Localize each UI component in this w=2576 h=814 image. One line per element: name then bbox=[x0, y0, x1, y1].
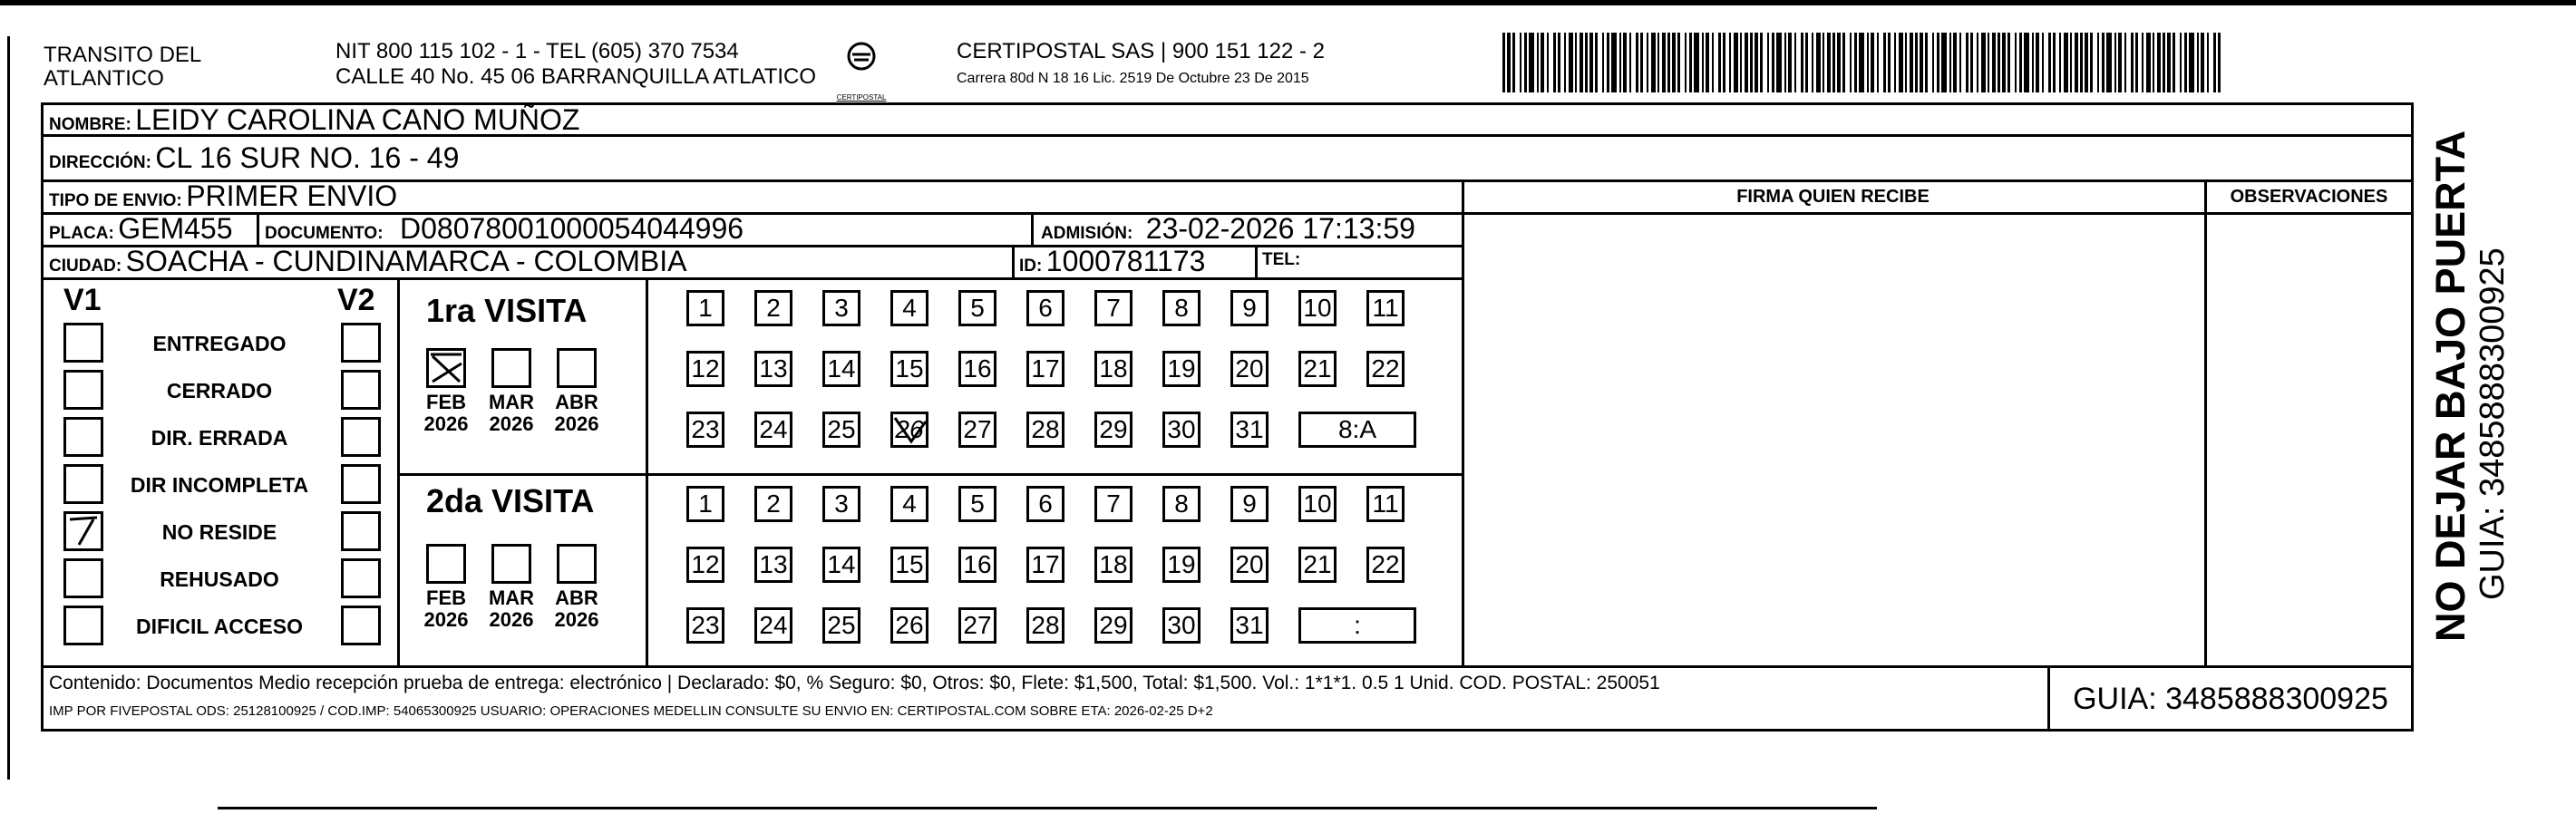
barcode-bar bbox=[1723, 33, 1725, 92]
visit1-month-checkbox[interactable] bbox=[557, 348, 597, 388]
visit2-day-box[interactable]: 8 bbox=[1162, 486, 1201, 522]
barcode-bar bbox=[2053, 33, 2056, 92]
barcode-bar bbox=[2064, 33, 2068, 92]
barcode-bar bbox=[1850, 33, 1852, 92]
visit1-day-box[interactable]: 18 bbox=[1094, 351, 1132, 387]
admision-row bbox=[1041, 212, 1415, 246]
barcode-bar bbox=[2213, 33, 2216, 92]
id-label: ID: bbox=[1019, 257, 1043, 276]
visit2-day-box[interactable]: 28 bbox=[1026, 607, 1064, 644]
visit2-day-box[interactable]: 19 bbox=[1162, 547, 1201, 583]
status-v1-checkbox[interactable] bbox=[63, 417, 103, 457]
visit2-day-box[interactable]: 15 bbox=[890, 547, 928, 583]
visit2-day-box[interactable]: 24 bbox=[754, 607, 792, 644]
visit1-day-box[interactable]: 31 bbox=[1230, 412, 1269, 448]
page-bottom-line bbox=[218, 807, 1877, 809]
visit1-day-box[interactable]: 9 bbox=[1230, 290, 1269, 326]
barcode-bar bbox=[1667, 33, 1670, 92]
barcode-bar bbox=[2106, 33, 2112, 92]
barcode-bar bbox=[2142, 33, 2143, 92]
status-v1-checkbox[interactable] bbox=[63, 464, 103, 504]
visit2-title: 2da VISITA bbox=[426, 482, 595, 519]
status-v1-checkbox[interactable] bbox=[63, 370, 103, 410]
barcode-bar bbox=[2207, 33, 2209, 92]
barcode-bar bbox=[2201, 33, 2204, 92]
ciudad-value: SOACHA - CUNDINAMARCA - COLOMBIA bbox=[125, 245, 687, 277]
barcode-bar bbox=[1595, 33, 1598, 92]
status-v1-checkbox[interactable] bbox=[63, 323, 103, 363]
admision-label: ADMISIÓN: bbox=[1041, 224, 1133, 243]
visit1-day-box[interactable]: 30 bbox=[1162, 412, 1201, 448]
status-v2-checkbox[interactable] bbox=[341, 464, 381, 504]
visit1-day-box[interactable]: 1 bbox=[686, 290, 724, 326]
barcode-bar bbox=[1558, 33, 1560, 92]
barcode-bar bbox=[1694, 33, 1699, 92]
visit2-month-checkbox[interactable] bbox=[557, 544, 597, 584]
barcode-bar bbox=[2184, 33, 2187, 92]
visit1-day-box[interactable] bbox=[890, 412, 928, 448]
visit1-day-box[interactable]: 20 bbox=[1230, 351, 1269, 387]
barcode-bar bbox=[2124, 33, 2126, 92]
admision-divider bbox=[1031, 212, 1034, 245]
barcode-bar bbox=[1837, 33, 1841, 92]
barcode-bar bbox=[1718, 33, 1721, 92]
visit1-day-box[interactable]: 12 bbox=[686, 351, 724, 387]
company-line: CERTIPOSTAL SAS | 900 151 122 - 2 bbox=[957, 39, 1325, 63]
status-v1-checkbox[interactable] bbox=[63, 606, 103, 645]
tipo-label: TIPO DE ENVIO: bbox=[49, 191, 182, 210]
documento-value: D08078001000054044996 bbox=[400, 212, 744, 245]
visit1-day-box[interactable]: 28 bbox=[1026, 412, 1064, 448]
barcode-bar bbox=[2070, 33, 2072, 92]
observaciones-label: OBSERVACIONES bbox=[2230, 187, 2388, 207]
barcode-bar bbox=[1629, 33, 1631, 92]
visit1-day-box[interactable]: 27 bbox=[958, 412, 996, 448]
barcode-bar bbox=[1755, 33, 1758, 92]
check-mark-icon bbox=[66, 514, 101, 548]
barcode-bar bbox=[2157, 33, 2161, 92]
barcode-bar bbox=[1611, 33, 1617, 92]
id-value: 1000781173 bbox=[1045, 245, 1206, 277]
barcode-bar bbox=[1750, 33, 1753, 92]
footer-line-1: Contenido: Documentos Medio recepción prueba de entrega: electrónico | Declarado: $0, % Seguro: $0, Otros: $0, Flete: $1,500, Total: $1,500. Vol.: 1*1*1. 0.5 1 Unid. COD. POSTAL: 250051 bbox=[49, 673, 1660, 693]
barcode-bar bbox=[1729, 33, 1731, 92]
status-divider bbox=[397, 277, 400, 665]
barcode-bar bbox=[1941, 33, 1947, 92]
barcode-bar bbox=[1915, 33, 1918, 92]
status-label: CERRADO bbox=[166, 379, 273, 402]
id-divider bbox=[1012, 245, 1015, 277]
barcode-bar bbox=[2189, 33, 2194, 92]
barcode-bar bbox=[1816, 33, 1821, 92]
barcode-bar bbox=[1706, 33, 1709, 92]
status-v2-checkbox[interactable] bbox=[341, 417, 381, 457]
visit1-time-box[interactable]: 8:A bbox=[1298, 412, 1416, 448]
visit2-month-label: FEB 2026 bbox=[423, 586, 469, 631]
visit2-day-box[interactable]: 3 bbox=[822, 486, 860, 522]
visit1-day-box[interactable]: 6 bbox=[1026, 290, 1064, 326]
barcode-bar bbox=[1953, 33, 1957, 92]
barcode-bar bbox=[1767, 33, 1769, 92]
status-label: DIFICIL ACCESO bbox=[135, 615, 303, 638]
barcode-bar bbox=[1524, 33, 1527, 92]
barcode-bar bbox=[1537, 33, 1539, 92]
visit2-day-box[interactable]: 1 bbox=[686, 486, 724, 522]
side-vertical-block bbox=[2428, 98, 2537, 642]
nit-line-2: CALLE 40 No. 45 06 BARRANQUILLA ATLATICO bbox=[335, 64, 817, 89]
footer-top-line bbox=[41, 665, 2414, 668]
visit1-day-box[interactable]: 11 bbox=[1366, 290, 1405, 326]
visit1-day-box[interactable]: 14 bbox=[822, 351, 860, 387]
barcode-bar bbox=[1502, 33, 1505, 92]
barcode-bar bbox=[1832, 33, 1835, 92]
barcode-bar bbox=[1740, 33, 1742, 92]
barcode bbox=[1502, 33, 2228, 92]
footer-guia: GUIA: 3485888300925 bbox=[2073, 682, 2388, 716]
visit1-day-box[interactable]: 22 bbox=[1366, 351, 1405, 387]
barcode-bar bbox=[1547, 33, 1549, 92]
barcode-bar bbox=[1623, 33, 1627, 92]
visit2-month-label: MAR 2026 bbox=[488, 586, 535, 631]
barcode-bar bbox=[1805, 33, 1808, 92]
visit2-month-checkbox[interactable] bbox=[491, 544, 531, 584]
barcode-bar bbox=[1977, 33, 1978, 92]
barcode-bar bbox=[1689, 33, 1692, 92]
barcode-bar bbox=[1651, 33, 1656, 92]
ciudad-row bbox=[49, 245, 686, 278]
visit2-day-box[interactable]: 31 bbox=[1230, 607, 1269, 644]
barcode-bar bbox=[2118, 33, 2122, 92]
visit1-day-box[interactable]: 13 bbox=[754, 351, 792, 387]
barcode-bar bbox=[1883, 33, 1886, 92]
visit1-day-box[interactable]: 29 bbox=[1094, 412, 1132, 448]
nit-line-1: NIT 800 115 102 - 1 - TEL (605) 370 7534 bbox=[335, 39, 739, 63]
barcode-bar bbox=[1998, 33, 2000, 92]
barcode-bar bbox=[1512, 33, 1515, 92]
barcode-bar bbox=[2153, 33, 2154, 92]
barcode-bar bbox=[1970, 33, 1973, 92]
barcode-bar bbox=[1905, 33, 1907, 92]
visit1-day-box[interactable]: 16 bbox=[958, 351, 996, 387]
side-title: NO DEJAR BAJO PUERTA bbox=[2427, 130, 2474, 642]
barcode-bar bbox=[2097, 33, 2099, 92]
visit2-day-box[interactable]: 14 bbox=[822, 547, 860, 583]
certipostal-logo bbox=[834, 42, 889, 102]
visit2-day-box[interactable]: 20 bbox=[1230, 547, 1269, 583]
barcode-bar bbox=[1647, 33, 1648, 92]
barcode-bar bbox=[2059, 33, 2061, 92]
visit1-day-box[interactable]: 24 bbox=[754, 412, 792, 448]
visit2-month-label: ABR 2026 bbox=[554, 586, 599, 631]
direccion-label: DIRECCIÓN: bbox=[49, 153, 151, 172]
placa-label: PLACA: bbox=[49, 224, 114, 243]
firma-left-line bbox=[1462, 179, 1464, 665]
id-row bbox=[1019, 245, 1205, 278]
barcode-bar bbox=[1899, 33, 1903, 92]
visit1-month-checkbox[interactable] bbox=[426, 348, 466, 388]
barcode-bar bbox=[1888, 33, 1891, 92]
visit1-day-box[interactable]: 5 bbox=[958, 290, 996, 326]
visit2-day-box[interactable]: 29 bbox=[1094, 607, 1132, 644]
visit2-day-box[interactable]: 2 bbox=[754, 486, 792, 522]
barcode-bar bbox=[1677, 33, 1680, 92]
visit1-day-box[interactable]: 10 bbox=[1298, 290, 1337, 326]
barcode-bar bbox=[2102, 33, 2105, 92]
barcode-bar bbox=[2007, 33, 2010, 92]
footer-line-2: IMP POR FIVEPOSTAL ODS: 25128100925 / COD.IMP: 54065300925 USUARIO: OPERACIONES MEDELLIN CONSULTE SU ENVIO EN: CERTIPOSTAL.COM SOBRE ETA: 2026-02-25 D+2 bbox=[49, 703, 1213, 719]
status-label: ENTREGADO bbox=[152, 332, 287, 355]
barcode-bar bbox=[1988, 33, 1989, 92]
barcode-bar bbox=[1794, 33, 1796, 92]
visit2-day-box[interactable]: 7 bbox=[1094, 486, 1132, 522]
nombre-label: NOMBRE: bbox=[49, 115, 131, 134]
visit2-day-box[interactable]: 30 bbox=[1162, 607, 1201, 644]
barcode-bar bbox=[2180, 33, 2182, 92]
status-label: REHUSADO bbox=[160, 567, 279, 591]
barcode-bar bbox=[1702, 33, 1704, 92]
visit2-day-box[interactable]: 26 bbox=[890, 607, 928, 644]
barcode-bar bbox=[1745, 33, 1748, 92]
barcode-bar bbox=[1553, 33, 1556, 92]
status-v1-checkbox[interactable] bbox=[63, 511, 103, 551]
barcode-bar bbox=[1529, 33, 1534, 92]
status-v2-checkbox[interactable] bbox=[341, 511, 381, 551]
visit2-month-checkbox[interactable] bbox=[426, 544, 466, 584]
barcode-bar bbox=[1569, 33, 1573, 92]
barcode-bar bbox=[1992, 33, 1996, 92]
visit2-day-box[interactable]: 13 bbox=[754, 547, 792, 583]
barcode-bar bbox=[2075, 33, 2078, 92]
visit2-day-box[interactable]: 25 bbox=[822, 607, 860, 644]
visit1-day-box[interactable]: 2 bbox=[754, 290, 792, 326]
barcode-bar bbox=[2197, 33, 2199, 92]
check-mark-icon bbox=[429, 351, 463, 385]
ciudad-label: CIUDAD: bbox=[49, 257, 122, 276]
barcode-bar bbox=[1585, 33, 1588, 92]
barcode-bar bbox=[2167, 33, 2171, 92]
barcode-bar bbox=[2090, 33, 2093, 92]
barcode-bar bbox=[1801, 33, 1803, 92]
barcode-bar bbox=[2173, 33, 2175, 92]
barcode-bar bbox=[2002, 33, 2006, 92]
nombre-row bbox=[49, 103, 579, 137]
barcode-bar bbox=[1602, 33, 1604, 92]
status-v2-checkbox[interactable] bbox=[341, 323, 381, 363]
barcode-bar bbox=[1823, 33, 1824, 92]
visit1-day-box[interactable]: 17 bbox=[1026, 351, 1064, 387]
barcode-bar bbox=[1925, 33, 1928, 92]
visit1-month-label: MAR 2026 bbox=[488, 391, 535, 435]
barcode-bar bbox=[2048, 33, 2051, 92]
visit2-day-box[interactable]: 16 bbox=[958, 547, 996, 583]
barcode-bar bbox=[1772, 33, 1774, 92]
barcode-bar bbox=[2135, 33, 2138, 92]
barcode-bar bbox=[1507, 33, 1511, 92]
status-label: DIR. ERRADA bbox=[151, 426, 288, 450]
check-mark-icon bbox=[893, 414, 928, 447]
barcode-bar bbox=[1712, 33, 1714, 92]
visit1-day-box[interactable]: 23 bbox=[686, 412, 724, 448]
barcode-bar bbox=[1910, 33, 1913, 92]
barcode-bar bbox=[1580, 33, 1583, 92]
barcode-bar bbox=[2036, 33, 2039, 92]
obs-left-line bbox=[2204, 179, 2207, 665]
barcode-bar bbox=[1636, 33, 1638, 92]
barcode-bar bbox=[1959, 33, 1961, 92]
visit2-day-box[interactable]: 17 bbox=[1026, 547, 1064, 583]
visit1-month-checkbox[interactable] bbox=[491, 348, 531, 388]
visit1-month-label: FEB 2026 bbox=[423, 391, 469, 435]
barcode-bar bbox=[1859, 33, 1864, 92]
barcode-bar bbox=[1812, 33, 1813, 92]
barcode-bar bbox=[1949, 33, 1951, 92]
visit2-day-box[interactable]: 18 bbox=[1094, 547, 1132, 583]
barcode-bar bbox=[1662, 33, 1666, 92]
barcode-bar bbox=[1564, 33, 1566, 92]
barcode-bar bbox=[1589, 33, 1593, 92]
v2-label: V2 bbox=[337, 283, 375, 317]
barcode-bar bbox=[1854, 33, 1857, 92]
barcode-bar bbox=[1981, 33, 1986, 92]
barcode-bar bbox=[1607, 33, 1609, 92]
barcode-bar bbox=[2163, 33, 2165, 92]
visit2-day-box[interactable]: 11 bbox=[1366, 486, 1405, 522]
placa-row bbox=[49, 212, 233, 246]
visit1-day-box[interactable]: 4 bbox=[890, 290, 928, 326]
status-label: DIR INCOMPLETA bbox=[130, 473, 309, 497]
logo-text: CERTIPOSTAL bbox=[836, 93, 887, 102]
status-label: NO RESIDE bbox=[161, 520, 277, 544]
barcode-bar bbox=[1894, 33, 1896, 92]
barcode-bar bbox=[1966, 33, 1968, 92]
documento-row bbox=[265, 212, 744, 246]
visit1-title: 1ra VISITA bbox=[426, 292, 588, 329]
day-number: 26 bbox=[895, 415, 924, 443]
barcode-bar bbox=[1776, 33, 1782, 92]
visit2-day-box[interactable]: 21 bbox=[1298, 547, 1337, 583]
tel-divider bbox=[1255, 245, 1258, 277]
visit2-day-box[interactable]: 10 bbox=[1298, 486, 1337, 522]
barcode-bar bbox=[1932, 33, 1934, 92]
visit2-day-box[interactable]: 23 bbox=[686, 607, 724, 644]
tel-label: TEL: bbox=[1262, 250, 1301, 269]
placa-divider bbox=[257, 212, 259, 245]
barcode-bar bbox=[2131, 33, 2134, 92]
placa-value: GEM455 bbox=[118, 212, 233, 245]
visit1-day-box[interactable]: 25 bbox=[822, 412, 860, 448]
visit2-day-box[interactable]: 12 bbox=[686, 547, 724, 583]
tipo-value: PRIMER ENVIO bbox=[186, 179, 398, 212]
visit2-day-box[interactable]: 9 bbox=[1230, 486, 1269, 522]
visit1-day-box[interactable]: 21 bbox=[1298, 351, 1337, 387]
sender-name: TRANSITO DEL ATLANTICO bbox=[44, 43, 202, 91]
visit1-month-label: ABR 2026 bbox=[554, 391, 599, 435]
page-top-border bbox=[0, 0, 2576, 5]
barcode-bar bbox=[2032, 33, 2034, 92]
barcode-bar bbox=[1920, 33, 1923, 92]
barcode-bar bbox=[1867, 33, 1869, 92]
status-v1-checkbox[interactable] bbox=[63, 558, 103, 598]
visit1-day-box[interactable]: 8 bbox=[1162, 290, 1201, 326]
visit2-day-box[interactable]: 5 bbox=[958, 486, 996, 522]
barcode-bar bbox=[2114, 33, 2116, 92]
barcode-bar bbox=[1827, 33, 1831, 92]
side-guia: GUIA: 3485888300925 bbox=[2474, 247, 2512, 600]
barcode-bar bbox=[2015, 33, 2017, 92]
barcode-bar bbox=[1871, 33, 1874, 92]
license-line: Carrera 80d N 18 16 Lic. 2519 De Octubre 23 De 2015 bbox=[957, 71, 1309, 86]
barcode-bar bbox=[1541, 33, 1544, 92]
barcode-bar bbox=[2218, 33, 2221, 92]
status-v2-checkbox[interactable] bbox=[341, 558, 381, 598]
visit1-day-box[interactable]: 7 bbox=[1094, 290, 1132, 326]
direccion-value: CL 16 SUR NO. 16 - 49 bbox=[155, 141, 460, 174]
barcode-bar bbox=[1937, 33, 1939, 92]
barcode-bar bbox=[2024, 33, 2029, 92]
barcode-bar bbox=[2019, 33, 2022, 92]
barcode-bar bbox=[1734, 33, 1738, 92]
visit2-time-box[interactable]: : bbox=[1298, 607, 1416, 644]
visit1-day-box[interactable]: 19 bbox=[1162, 351, 1201, 387]
barcode-bar bbox=[1788, 33, 1792, 92]
barcode-bar bbox=[2080, 33, 2083, 92]
firma-label: FIRMA QUIEN RECIBE bbox=[1736, 187, 1930, 207]
visit2-day-box[interactable]: 6 bbox=[1026, 486, 1064, 522]
visit1-day-box[interactable]: 3 bbox=[822, 290, 860, 326]
barcode-bar bbox=[1575, 33, 1577, 92]
barcode-bar bbox=[2042, 33, 2044, 92]
barcode-bar bbox=[1619, 33, 1621, 92]
months-divider bbox=[646, 277, 648, 665]
admision-value: 23-02-2026 17:13:59 bbox=[1145, 212, 1415, 245]
direccion-row bbox=[49, 141, 459, 175]
barcode-bar bbox=[2085, 33, 2088, 92]
visit-divider bbox=[397, 473, 1462, 476]
visit2-day-box[interactable]: 22 bbox=[1366, 547, 1405, 583]
v1-label: V1 bbox=[63, 283, 102, 317]
status-v2-checkbox[interactable] bbox=[341, 370, 381, 410]
barcode-bar bbox=[1842, 33, 1845, 92]
barcode-bar bbox=[1760, 33, 1763, 92]
barcode-bar bbox=[1784, 33, 1786, 92]
barcode-bar bbox=[1657, 33, 1659, 92]
status-v2-checkbox[interactable] bbox=[341, 606, 381, 645]
page-left-border bbox=[7, 36, 10, 780]
barcode-bar bbox=[1640, 33, 1643, 92]
visit2-day-box[interactable]: 27 bbox=[958, 607, 996, 644]
nombre-value: LEIDY CAROLINA CANO MUÑOZ bbox=[135, 103, 580, 136]
documento-label: DOCUMENTO: bbox=[265, 224, 384, 243]
visit2-day-box[interactable]: 4 bbox=[890, 486, 928, 522]
barcode-bar bbox=[1672, 33, 1676, 92]
barcode-bar bbox=[1520, 33, 1521, 92]
barcode-bar bbox=[2146, 33, 2151, 92]
barcode-bar bbox=[1685, 33, 1687, 92]
barcode-bar bbox=[1877, 33, 1879, 92]
visit1-day-box[interactable]: 15 bbox=[890, 351, 928, 387]
tipo-row bbox=[49, 179, 397, 213]
